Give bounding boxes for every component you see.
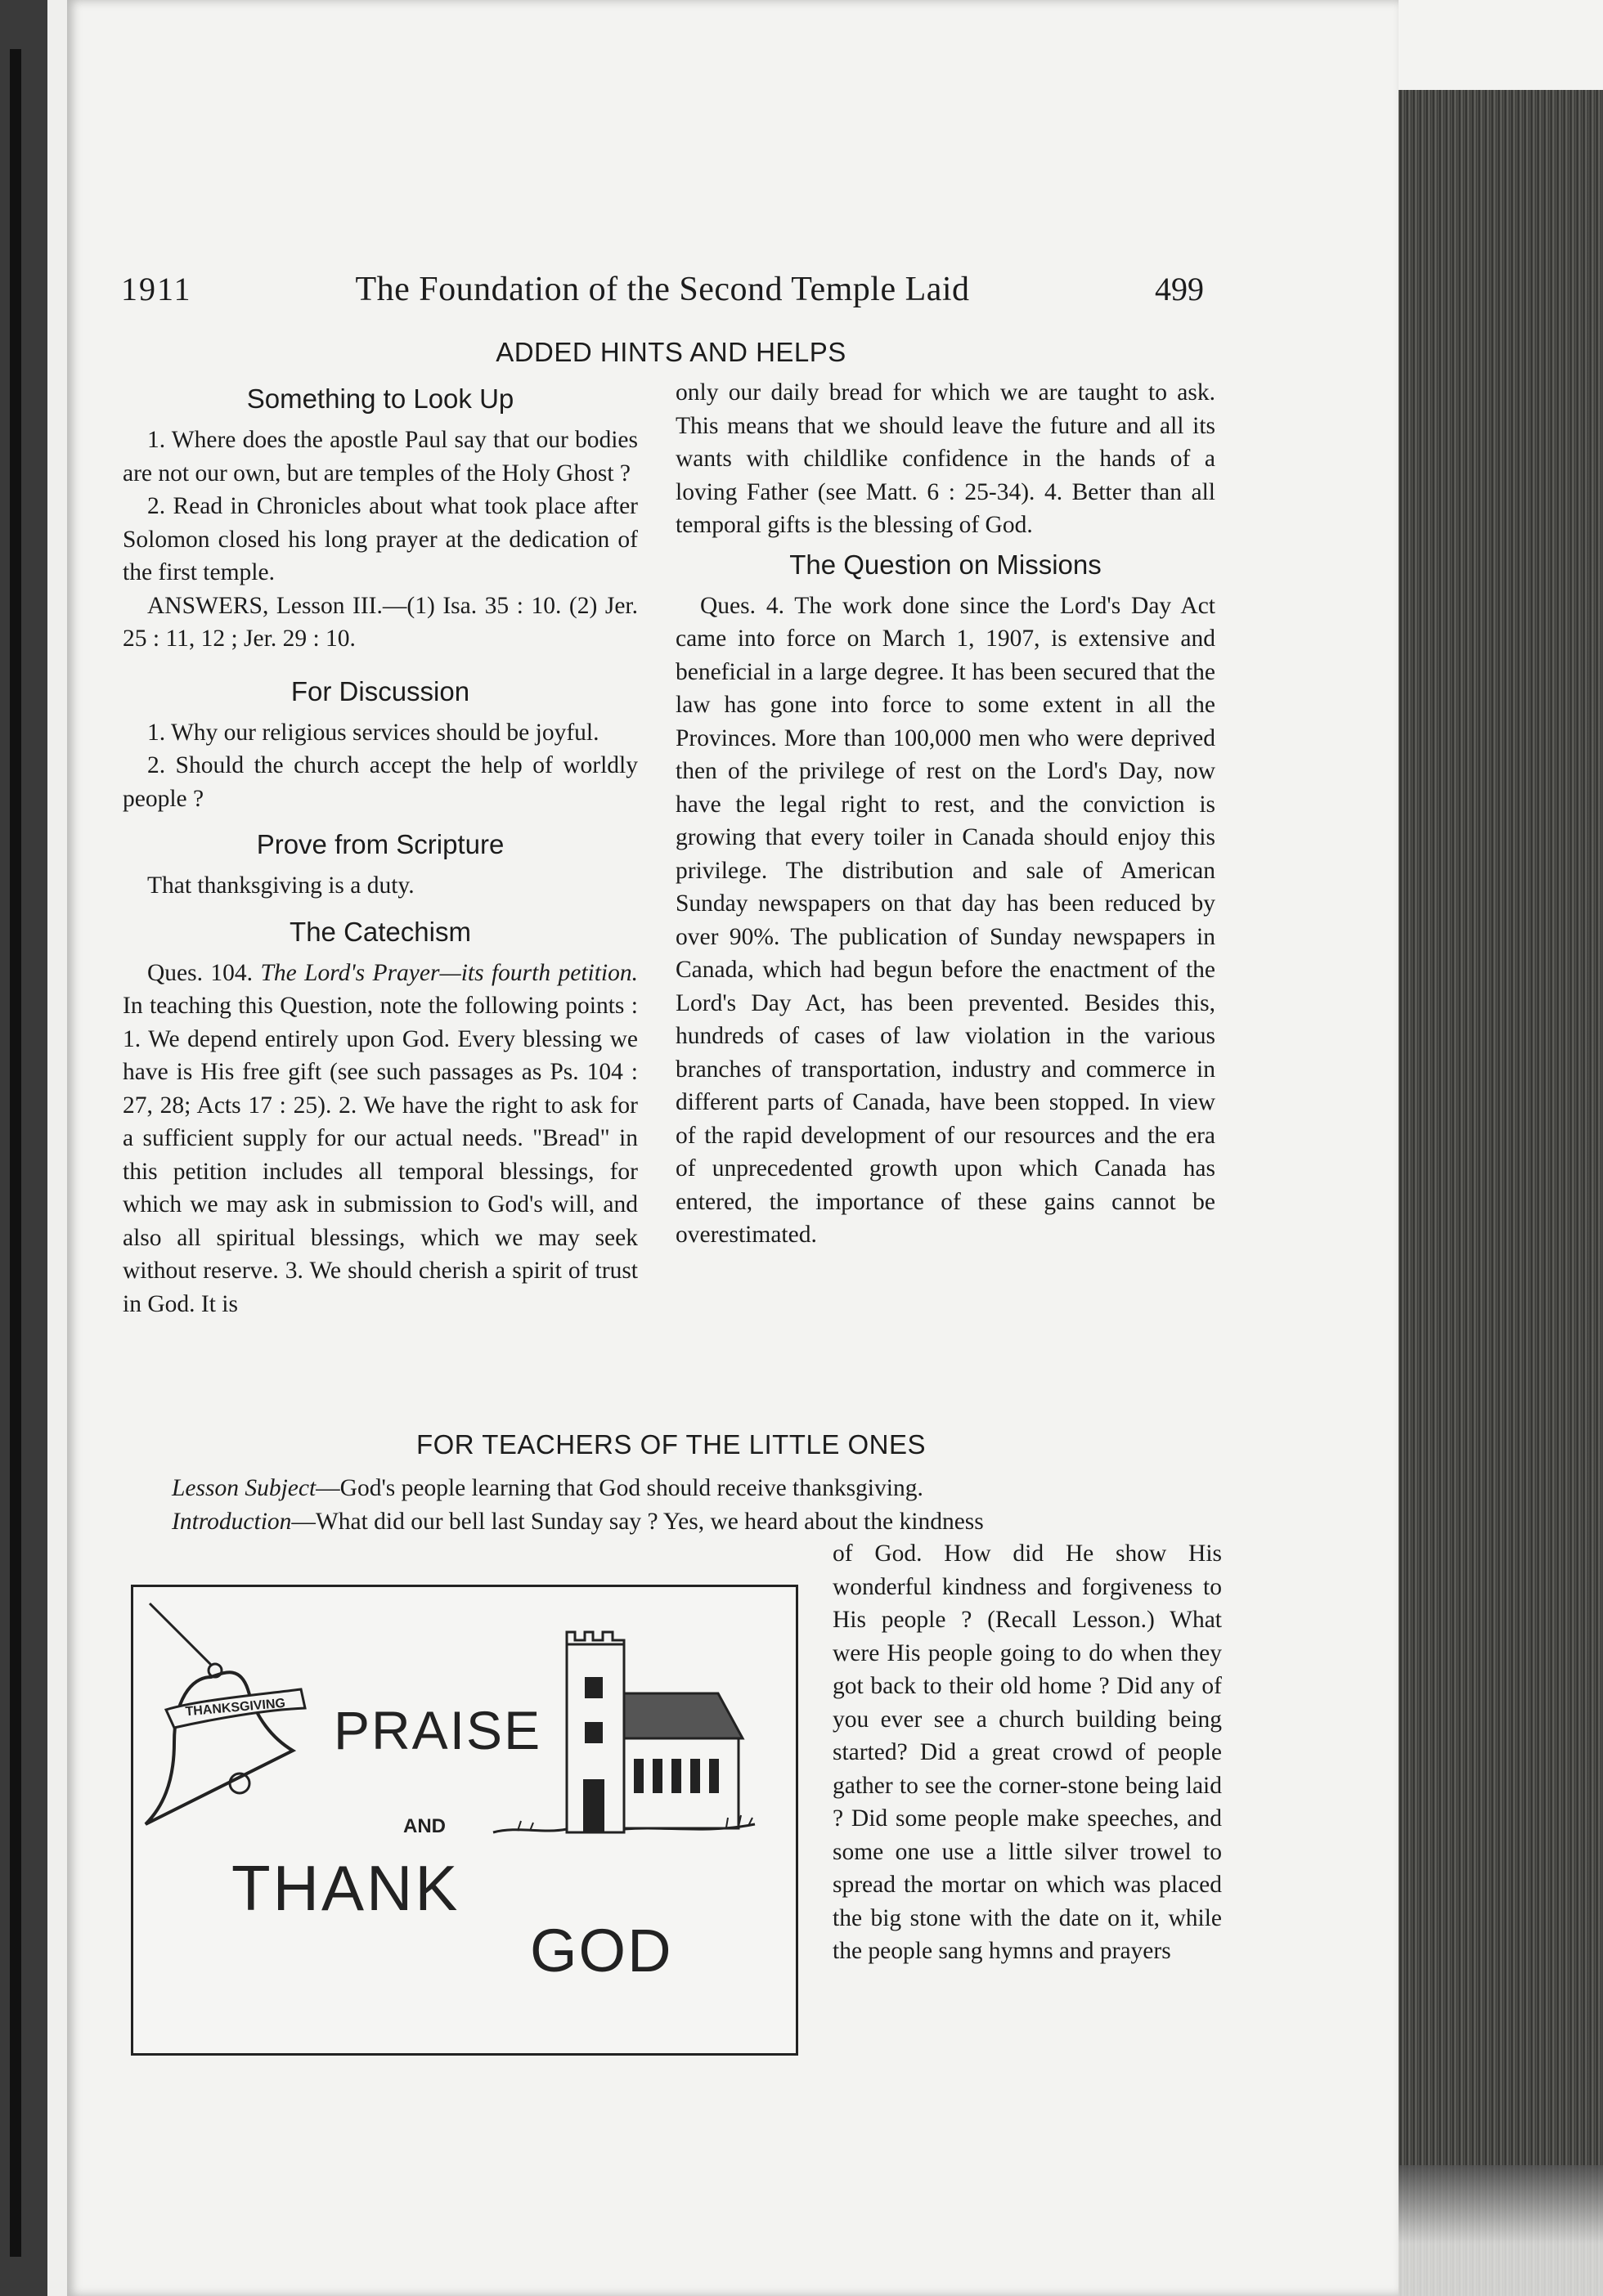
little-ones-text: of God. How did He show His wonderful kindness and forgiveness to His people ? (Recall Lesson.) What were His people going to do when they got back to their old home ? Did any of you ever see a church building being started? Did a great crowd of people gather to see the corner-stone being laid ? Did some people make speeches, and some one use a little silver trowel to spread the mortar on which was placed the big stone with the date on it, while the people sang hymns and prayers xyxy=(833,1540,1222,1964)
left-column xyxy=(123,376,638,1321)
catechism-text: In teaching this Question, note the following points : 1. We depend entirely upon God. Every blessing we have is His free gift (see such passages as Ps. 104 : 27, 28; Acts 17 : 25). 2. We have the right to ask for a sufficient supply for our actual needs. "Bread" in this petition includes all temporal blessings, for which we may ask in submission to God's will, and also all spiritual blessings, which we may seek without reserve. 3. We should cherish a spirit of trust in God. It is xyxy=(123,993,638,1317)
lesson-subject-label: Lesson Subject xyxy=(172,1475,317,1501)
word-praise: PRAISE xyxy=(334,1700,542,1760)
catechism-continuation: only our daily bread for which we are taught to ask. This means that we should leave the future and all its wants with childlike confidence in the hands of a loving Father (see Matt. 6 : 25-34). 4. Better than all temporal gifts is the blessing of God. xyxy=(676,379,1215,538)
prove-text: That thanksgiving is a duty. xyxy=(147,872,415,899)
missions-text: Ques. 4. The work done since the Lord's Day Act came into force on March 1, 1907, is extensive and beneficial in a large degree. It has been secured that the law has gone into force to some extent in all the Provinces. More than 100,000 men who were deprived then of the privilege of rest on the Lord's Day, now have the legal right to rest, and the conviction is growing that every toiler in Canada should enjoy this privilege. The distribution and sale of American Sunday newspapers on that day has been reduced by over 90%. The publication of Sunday newspapers in Canada, which had begun before the enactment of the Lord's Day Act, has been prevented. Besides this, hundreds of cases of law violation in the various branches of transportation, industry and commerce in different parts of Canada, have been stopped. In view of the rapid development of our resources and the era of unprecedented growth upon which Canada has entered, the importance of these gains cannot be overestimated. xyxy=(676,592,1215,1248)
catechism-paragraph xyxy=(123,957,638,1321)
little-ones-heading: FOR TEACHERS OF THE LITTLE ONES xyxy=(415,1429,927,1460)
word-thank: THANK xyxy=(231,1852,460,1924)
page-number: 499 xyxy=(1155,271,1204,307)
discussion-heading: For Discussion xyxy=(290,675,470,706)
header-title: The Foundation of the Second Temple Laid xyxy=(355,271,970,308)
something-item-2: 2. Read in Chronicles about what took place after Solomon closed his long prayer at the dedication of the first temple. xyxy=(123,493,638,585)
something-heading: Something to Look Up xyxy=(246,383,514,414)
little-ones-intro xyxy=(123,1472,1223,1538)
catechism-italic: The Lord's Prayer—its fourth petition. xyxy=(260,959,638,986)
discussion-item-1: 1. Why our religious services should be joyful. xyxy=(147,719,599,746)
discussion-item-2: 2. Should the church accept the help of worldly people ? xyxy=(123,752,638,812)
lesson-subject-text: —God's people learning that God should receive thanksgiving. xyxy=(316,1475,923,1501)
page-edges xyxy=(1399,0,1603,2296)
illustration-drawing xyxy=(133,1587,796,2053)
introduction-text: —What did our bell last Sunday say ? Yes, we heard about the kindness xyxy=(291,1508,984,1535)
header-year: 1911 xyxy=(121,271,192,307)
lesson-subject xyxy=(123,1472,1223,1505)
introduction xyxy=(123,1505,1223,1539)
thanksgiving-illustration xyxy=(131,1585,798,2056)
answers-text: ANSWERS, Lesson III.—(1) Isa. 35 : 10. (2) Jer. 25 : 11, 12 ; Jer. 29 : 10. xyxy=(123,592,638,652)
bell-rope xyxy=(150,1603,211,1665)
bell-label: THANKSGIVING xyxy=(184,1696,286,1720)
word-and: AND xyxy=(403,1815,446,1837)
something-item-1: 1. Where does the apostle Paul say that our bodies are not our own, but are temples of the Holy Ghost ? xyxy=(123,427,638,487)
catechism-heading: The Catechism xyxy=(290,916,471,947)
catechism-ques: Ques. 104. xyxy=(147,959,254,986)
section-title: ADDED HINTS AND HELPS xyxy=(496,337,846,367)
right-column xyxy=(676,376,1215,1252)
prove-heading: Prove from Scripture xyxy=(256,829,505,859)
word-god: GOD xyxy=(530,1917,673,1984)
introduction-label: Introduction xyxy=(172,1508,292,1535)
missions-heading: The Question on Missions xyxy=(789,549,1102,580)
little-ones-continuation xyxy=(833,1537,1222,1968)
